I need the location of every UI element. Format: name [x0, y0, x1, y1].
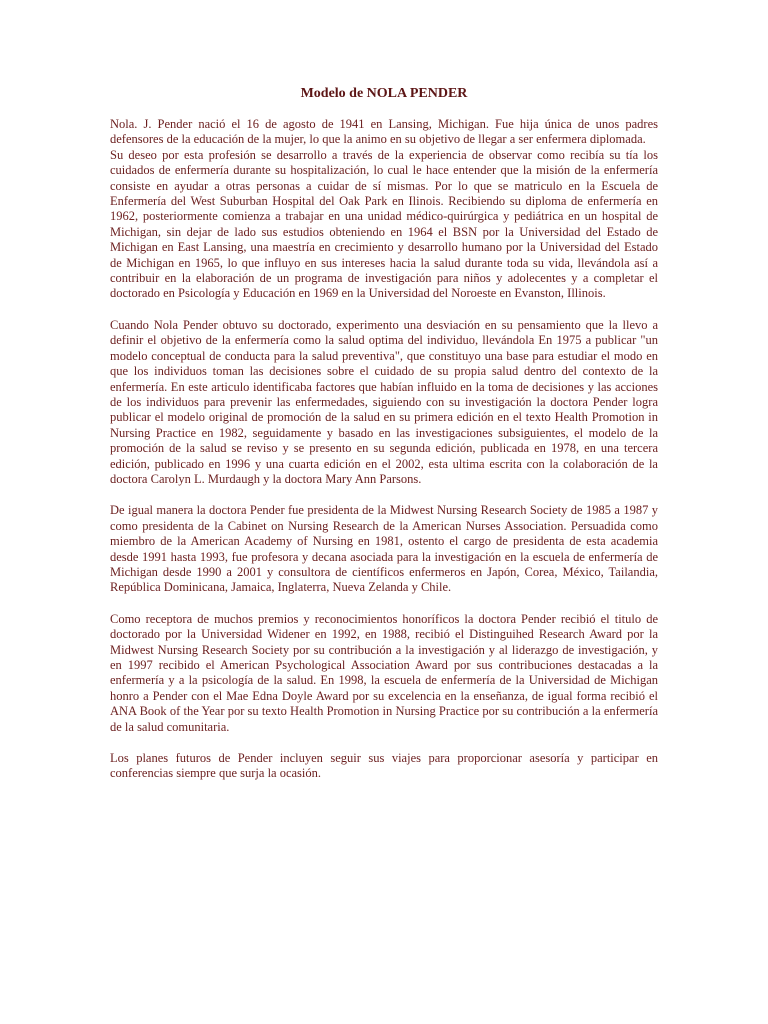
- paragraph-birth: Nola. J. Pender nació el 16 de agosto de 1941 en Lansing, Michigan. Fue hija única de unos padres defensores de la educación de la mujer, lo que la animo en su objetivo de llegar a ser enfermera diplomada.: [110, 117, 658, 147]
- paragraph-future-plans: Los planes futuros de Pender incluyen seguir sus viajes para proporcionar asesoría y participar en conferencias siempre que surja la ocasión.: [110, 751, 658, 781]
- paragraph-awards: Como receptora de muchos premios y reconocimientos honoríficos la doctora Pender recibió el titulo de doctorado por la Universidad Widener en 1992, en 1988, recibió el Distinguihed Research Award por la Midwest Nursing Research Society por su contribución a la investigación y al liderazgo de investigación, y en 1997 recibido el American Psychological Association Award por sus contribuciones destacadas a la enfermería y a la psicología de la salud. En 1998, la escuela de enfermería de la Universidad de Michigan honro a Pender con el Mae Edna Doyle Award por su excelencia en la enseñanza, de igual forma recibió el ANA Book of the Year por su texto Health Promotion in Nursing Practice por su contribución a la enfermería de la salud comunitaria.: [110, 611, 658, 734]
- document-body: [110, 117, 658, 798]
- paragraph-education: Su deseo por esta profesión se desarrollo a través de la experiencia de observar como recibía su tía los cuidados de enfermería durante su hospitalización, lo cual le hace entender que la misión de la enfermería consiste en ayudar a otras personas a cuidar de sí mismas. Por lo que se matriculo en la Escuela de Enfermería del West Suburban Hospital del Oak Park en Ilinois. Recibiendo su diploma de enfermería en 1962, posteriormente comienza a trabajar en una unidad médico-quirúrgica y pediátrica en un hospital de Michigan, sin dejar de lado sus estudios obteniendo en 1964 el BSN por la Universidad del Estado de Michigan en East Lansing, una maestría en crecimiento y desarrollo humano por la Universidad del Estado de Michigan en 1965, lo que influyo en sus intereses hacia la salud durante toda su vida, llevándola así a contribuir en la elaboración de un programa de investigación para niños y adolecentes y a completar el doctorado en Psicología y Educación en 1969 en la Universidad del Noroeste en Evanston, Illinois.: [110, 147, 658, 301]
- document-title: Modelo de NOLA PENDER: [300, 86, 468, 101]
- paragraph-doctorate: Cuando Nola Pender obtuvo su doctorado, experimento una desviación en su pensamiento que la llevo a definir el objetivo de la enfermería como la salud optima del individuo, llevándola En 1975 a publicar "un modelo conceptual de conducta para la salud preventiva", que constituyo una base para estudiar el modo en que los individuos toman las decisiones sobre el cuidado de su propia salud dentro del contexto de la enfermería. En este articulo identificaba factores que habían influido en la toma de decisiones y las acciones de los individuos para prevenir las enfermedades, siguiendo con su investigación la doctora Pender logra publicar el modelo original de promoción de la salud en su primera edición en el texto Health Promotion in Nursing Practice en 1982, seguidamente y basado en las investigaciones subsiguientes, el modelo de la promoción de la salud se reviso y se presento en su segunda edición, publicada en 1978, en una tercera edición, publicado en 1996 y una cuarta edición en el 2002, esta ultima escrita con la colaboración de la doctora Carolyn L. Murdaugh y la doctora Mary Ann Parsons.: [110, 317, 658, 486]
- paragraph-career: De igual manera la doctora Pender fue presidenta de la Midwest Nursing Research Society de 1985 a 1987 y como presidenta de la Cabinet on Nursing Research de la American Nurses Association. Persuadida como miembro de la American Academy of Nursing en 1981, ostento el cargo de presidenta de esta academia desde 1991 hasta 1993, fue profesora y decana asociada para la investigación en la escuela de enfermería de Michigan desde 1990 a 2001 y consultora de científicos enfermeros en Japón, Corea, México, Tailandia, República Dominicana, Jamaica, Inglaterra, Nueva Zelanda y Chile.: [110, 503, 658, 595]
